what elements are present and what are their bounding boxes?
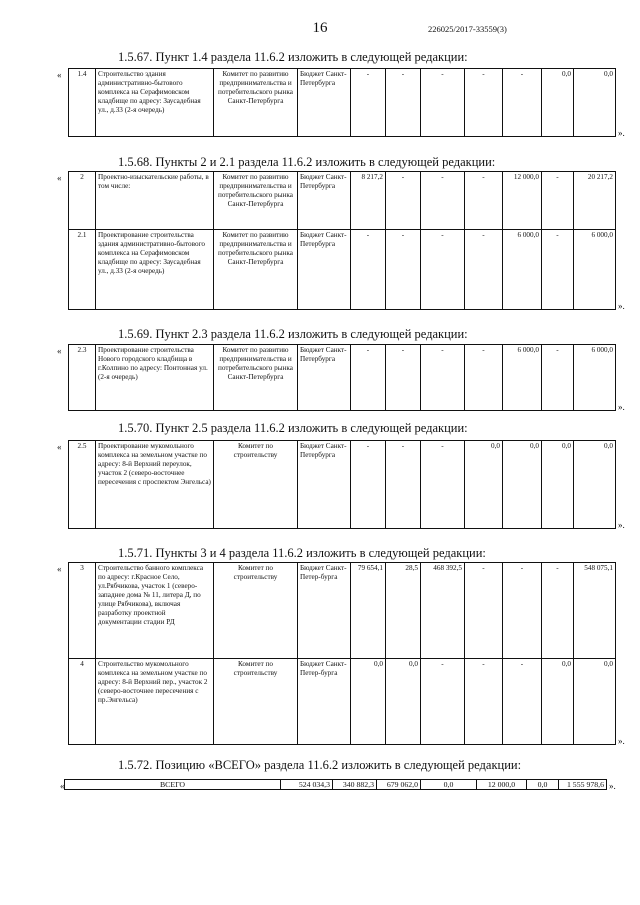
open-quote: « <box>60 781 65 791</box>
funding-value: - <box>503 659 542 745</box>
funding-value: - <box>465 659 503 745</box>
funding-value: - <box>503 563 542 659</box>
page-number: 16 <box>312 20 328 36</box>
funding-value: - <box>351 345 386 411</box>
funding-value: - <box>465 563 503 659</box>
funding-value: 0,0 <box>503 441 542 529</box>
table-row <box>69 172 616 230</box>
total-value: 0,0 <box>527 780 559 790</box>
funding-value: - <box>421 345 465 411</box>
funding-value: 0,0 <box>574 441 616 529</box>
funding-value: 6 000,0 <box>503 345 542 411</box>
item-description: Проектно-изыскательские работы, в том числе: <box>96 172 214 230</box>
funding-value: 20 217,2 <box>574 172 616 230</box>
section-heading: 1.5.72. Позицию «ВСЕГО» раздела 11.6.2 изложить в следующей редакции: <box>118 758 522 772</box>
funding-value: - <box>351 441 386 529</box>
funding-value: - <box>542 345 574 411</box>
item-description: Строительство мукомольного комплекса на земельном участке по адресу: 8-й Верхний пер., участок 2 (северо-восточнее пересечения с пр.Энгельса) <box>96 659 214 745</box>
funding-value: - <box>542 563 574 659</box>
total-value: 340 882,3 <box>333 780 377 790</box>
item-executor: Комитет по развитию предпринимательства и потребительского рынка Санкт-Петербурга <box>214 345 298 411</box>
item-number: 3 <box>69 563 96 659</box>
funding-value: - <box>542 172 574 230</box>
funding-value: 0,0 <box>542 659 574 745</box>
open-quote: « <box>57 70 62 80</box>
close-quote: ». <box>609 781 616 791</box>
table-row <box>69 563 616 659</box>
funding-value: - <box>421 441 465 529</box>
total-value: 1 555 978,6 <box>559 780 607 790</box>
section-heading: 1.5.70. Пункт 2.5 раздела 11.6.2 изложить в следующей редакции: <box>118 421 468 435</box>
amendment-table <box>68 344 616 411</box>
amendment-table <box>68 68 616 137</box>
close-quote: ». <box>618 301 625 311</box>
funding-value: - <box>421 69 465 137</box>
amendment-table <box>68 562 616 745</box>
open-quote: « <box>57 173 62 183</box>
item-executor: Комитет по развитию предпринимательства и потребительского рынка Санкт-Петербурга <box>214 69 298 137</box>
funding-value: 8 217,2 <box>351 172 386 230</box>
funding-value: 6 000,0 <box>574 230 616 310</box>
funding-value: 0,0 <box>542 441 574 529</box>
funding-value: - <box>465 172 503 230</box>
table-row <box>69 441 616 529</box>
item-number: 2 <box>69 172 96 230</box>
funding-value: 79 654,1 <box>351 563 386 659</box>
close-quote: ». <box>618 736 625 746</box>
item-description: Проектирование мукомольного комплекса на земельном участке по адресу: 8-й Верхний переулок, участок 2 (северо-восточнее пересечения с проспектом Энгельса) <box>96 441 214 529</box>
funding-value: 6 000,0 <box>574 345 616 411</box>
table-row <box>69 69 616 137</box>
funding-value: 548 075,1 <box>574 563 616 659</box>
total-value: 12 000,0 <box>477 780 527 790</box>
funding-value: 468 392,5 <box>421 563 465 659</box>
funding-value: - <box>421 172 465 230</box>
item-executor: Комитет по строительству <box>214 659 298 745</box>
funding-value: - <box>351 230 386 310</box>
amendment-table <box>68 171 616 310</box>
item-executor: Комитет по развитию предпринимательства и потребительского рынка Санкт-Петербурга <box>214 230 298 310</box>
table-row <box>69 230 616 310</box>
item-description: Проектирование строительства Нового городского кладбища в г.Колпино по адресу: Понтонная ул. (2-я очередь) <box>96 345 214 411</box>
funding-value: 0,0 <box>465 441 503 529</box>
item-funding-source: Бюджет Санкт-Петербурга <box>298 230 351 310</box>
open-quote: « <box>57 442 62 452</box>
funding-value: - <box>386 441 421 529</box>
document-id: 226025/2017-33559(3) <box>428 24 507 34</box>
total-value: 524 034,3 <box>281 780 333 790</box>
item-funding-source: Бюджет Санкт-Петербурга <box>298 441 351 529</box>
funding-value: - <box>386 230 421 310</box>
item-description: Проектирование строительства здания административно-бытового комплекса на Серафимовском кладбище по адресу: Заусадебная ул., д.33 (2-я очередь) <box>96 230 214 310</box>
section-heading: 1.5.69. Пункт 2.3 раздела 11.6.2 изложить в следующей редакции: <box>118 327 468 341</box>
funding-value: - <box>386 172 421 230</box>
total-label: ВСЕГО <box>65 780 281 790</box>
section-heading: 1.5.67. Пункт 1.4 раздела 11.6.2 изложить в следующей редакции: <box>118 50 468 64</box>
open-quote: « <box>57 564 62 574</box>
item-executor: Комитет по строительству <box>214 563 298 659</box>
close-quote: ». <box>618 402 625 412</box>
funding-value: 6 000,0 <box>503 230 542 310</box>
section-heading: 1.5.71. Пункты 3 и 4 раздела 11.6.2 изложить в следующей редакции: <box>118 546 486 560</box>
section-heading: 1.5.68. Пункты 2 и 2.1 раздела 11.6.2 изложить в следующей редакции: <box>118 155 496 169</box>
amendment-table <box>68 440 616 529</box>
item-number: 2.3 <box>69 345 96 411</box>
table-row <box>69 345 616 411</box>
funding-value: - <box>465 345 503 411</box>
funding-value: - <box>542 230 574 310</box>
close-quote: ». <box>618 520 625 530</box>
funding-value: 0,0 <box>574 659 616 745</box>
item-description: Строительство банного комплекса по адресу: г.Красное Село, ул.Рябчикова, участок 1 (северо-западнее дома № 11, литера Д, по улице Рябчикова), включая разработку проектной документации стадии РД <box>96 563 214 659</box>
funding-value: - <box>386 345 421 411</box>
item-funding-source: Бюджет Санкт-Петербурга <box>298 172 351 230</box>
item-description: Строительство здания административно-бытового комплекса на Серафимовском кладбище по адресу: Заусадебная ул., д.33 (2-я очередь) <box>96 69 214 137</box>
funding-value: - <box>465 230 503 310</box>
funding-value: 0,0 <box>542 69 574 137</box>
item-executor: Комитет по развитию предпринимательства и потребительского рынка Санкт-Петербурга <box>214 172 298 230</box>
funding-value: 0,0 <box>386 659 421 745</box>
funding-value: - <box>386 69 421 137</box>
item-number: 4 <box>69 659 96 745</box>
item-number: 1.4 <box>69 69 96 137</box>
table-row <box>69 659 616 745</box>
funding-value: - <box>351 69 386 137</box>
item-funding-source: Бюджет Санкт-Петер-бурга <box>298 659 351 745</box>
funding-value: 0,0 <box>574 69 616 137</box>
funding-value: - <box>465 69 503 137</box>
funding-value: - <box>421 230 465 310</box>
total-table <box>64 779 607 790</box>
open-quote: « <box>57 346 62 356</box>
close-quote: ». <box>618 128 625 138</box>
funding-value: - <box>421 659 465 745</box>
item-number: 2.5 <box>69 441 96 529</box>
item-funding-source: Бюджет Санкт-Петер-бурга <box>298 563 351 659</box>
funding-value: - <box>503 69 542 137</box>
item-funding-source: Бюджет Санкт-Петербурга <box>298 69 351 137</box>
item-executor: Комитет по строительству <box>214 441 298 529</box>
item-number: 2.1 <box>69 230 96 310</box>
funding-value: 28,5 <box>386 563 421 659</box>
total-row <box>65 780 607 790</box>
item-funding-source: Бюджет Санкт-Петербурга <box>298 345 351 411</box>
funding-value: 0,0 <box>351 659 386 745</box>
total-value: 679 062,0 <box>377 780 421 790</box>
total-value: 0,0 <box>421 780 477 790</box>
funding-value: 12 000,0 <box>503 172 542 230</box>
